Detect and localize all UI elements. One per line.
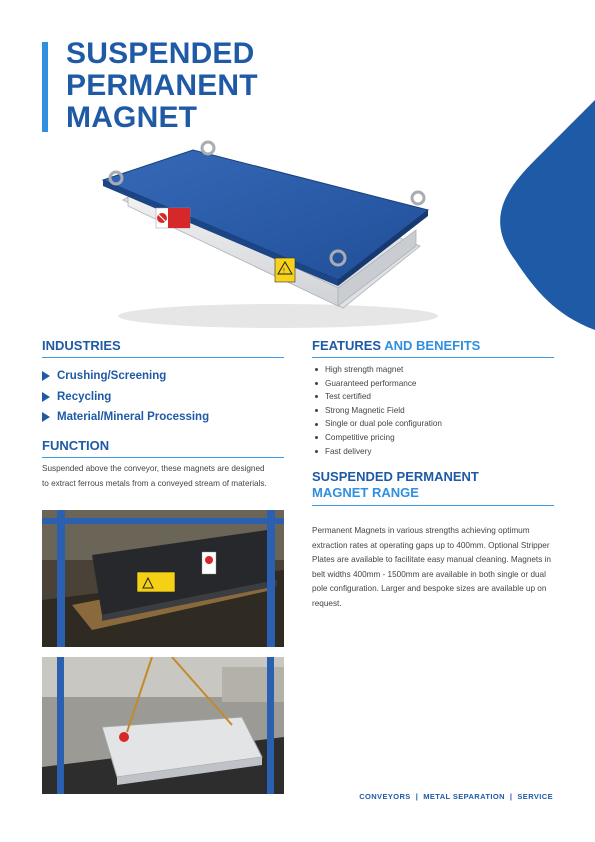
title-line-3: MAGNET xyxy=(66,101,198,134)
bullet-icon xyxy=(315,423,318,426)
page-title xyxy=(66,38,258,134)
triangle-bullet-icon xyxy=(42,412,50,422)
range-heading: SUSPENDED PERMANENT MAGNET RANGE xyxy=(312,469,554,506)
bullet-icon xyxy=(315,450,318,453)
svg-text:!: ! xyxy=(283,268,285,275)
footer-services: CONVEYORS | METAL SEPARATION | SERVICE xyxy=(359,792,553,801)
list-item: Strong Magnetic Field xyxy=(312,404,442,418)
triangle-bullet-icon xyxy=(42,392,50,402)
features-heading: FEATURES AND BENEFITS xyxy=(312,338,554,358)
no-entry-sign-icon xyxy=(156,208,190,228)
list-item: Guaranteed performance xyxy=(312,377,442,391)
title-line-2: PERMANENT xyxy=(66,69,258,102)
warning-sign-icon xyxy=(137,572,175,592)
range-description: Permanent Magnets in various strengths achieving optimum extraction rates at operating gaps up to 400mm. Optional Stripper Plates are available to facilitate easy manual cleaning. Magnets in belt widths 400mm - 1500mm are available in both single or dual pole configuration. Larger and bespoke sizes are available up on request. xyxy=(312,526,551,608)
list-item: Material/Mineral Processing xyxy=(42,407,209,428)
warning-sign-icon xyxy=(275,258,295,282)
lifting-eye-icon xyxy=(119,732,129,742)
bullet-icon xyxy=(315,395,318,398)
function-description: Suspended above the conveyor, these magnets are designed to extract ferrous metals from a conveyed stream of materials. xyxy=(42,464,267,488)
list-item: Single or dual pole configuration xyxy=(312,417,442,431)
suspended-magnet-photo xyxy=(42,657,284,794)
list-item: Crushing/Screening xyxy=(42,366,209,387)
bullet-icon xyxy=(315,382,318,385)
magnet-product-image xyxy=(98,138,448,333)
title-accent-bar xyxy=(42,42,48,132)
installed-magnet-photo xyxy=(42,510,284,647)
list-item: Test certified xyxy=(312,390,442,404)
bullet-icon xyxy=(315,409,318,412)
list-item: Fast delivery xyxy=(312,445,442,459)
title-line-1: SUSPENDED xyxy=(66,37,255,70)
list-item: Competitive pricing xyxy=(312,431,442,445)
features-list xyxy=(312,363,442,458)
bullet-icon xyxy=(315,436,318,439)
function-heading: FUNCTION xyxy=(42,438,284,458)
list-item: High strength magnet xyxy=(312,363,442,377)
industries-list xyxy=(42,366,209,428)
triangle-bullet-icon xyxy=(42,371,50,381)
list-item: Recycling xyxy=(42,387,209,408)
bullet-icon xyxy=(315,368,318,371)
industries-heading: INDUSTRIES xyxy=(42,338,284,358)
decorative-swoosh xyxy=(475,100,595,330)
